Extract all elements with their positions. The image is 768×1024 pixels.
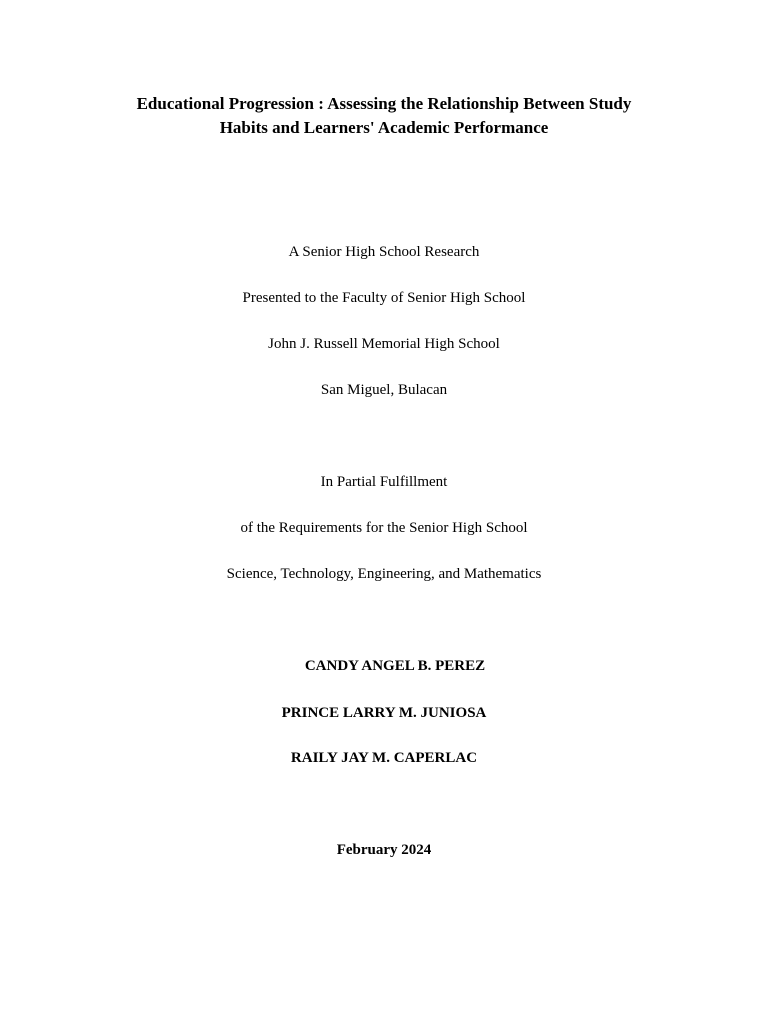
fulfillment-line-1: In Partial Fulfillment <box>320 474 448 490</box>
strand-name: Science, Technology, Engineering, and Mathematics <box>226 566 542 582</box>
school-location: San Miguel, Bulacan <box>320 382 448 398</box>
presented-to: Presented to the Faculty of Senior High School <box>242 290 526 306</box>
research-type: A Senior High School Research <box>288 244 480 260</box>
title-line-1: Educational Progression : Assessing the Relationship Between Study <box>136 94 632 113</box>
author-2: PRINCE LARRY M. JUNIOSA <box>281 705 487 721</box>
submission-date: February 2024 <box>336 842 432 858</box>
school-name: John J. Russell Memorial High School <box>268 336 500 352</box>
fulfillment-line-2: of the Requirements for the Senior High School <box>240 520 528 536</box>
author-1: CANDY ANGEL B. PEREZ <box>304 658 486 674</box>
author-3: RAILY JAY M. CAPERLAC <box>290 750 478 766</box>
research-title <box>100 92 668 140</box>
title-line-2: Habits and Learners' Academic Performance <box>219 118 549 137</box>
